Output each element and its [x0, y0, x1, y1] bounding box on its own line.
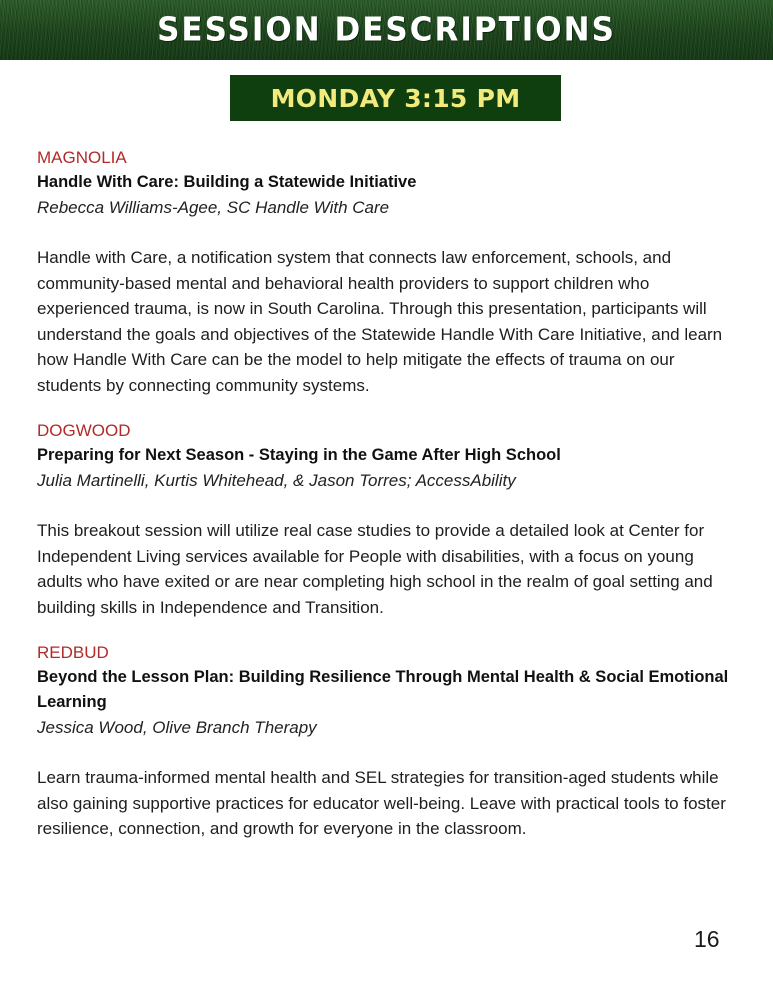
- session-title: Beyond the Lesson Plan: Building Resilience Through Mental Health & Social Emotional Learning: [37, 668, 729, 711]
- session-room: REDBUD: [37, 643, 109, 662]
- session-presenters: Jessica Wood, Olive Branch Therapy: [37, 718, 317, 737]
- session-description: Handle with Care, a notification system that connects law enforcement, schools, and community-based mental and behavioral health providers to support children who experienced trauma, is now in South Carolina. Through this presentation, participants will understand the goals and objectives of the Statewide Handle With Care Initiative, and learn how Handle With Care can be the model to help mitigate the effects of trauma on our students by connecting community systems.: [37, 248, 723, 395]
- session-magnolia: [37, 145, 742, 398]
- session-room: DOGWOOD: [37, 421, 131, 440]
- session-description: This breakout session will utilize real case studies to provide a detailed look at Center for Independent Living services available for People with disabilities, with a focus on young adults who have exited or are near completing high school in the realm of goal setting and building skills in Independence and Transition.: [37, 521, 713, 617]
- session-list: [37, 145, 742, 862]
- time-slot-box: [230, 75, 561, 121]
- session-presenters: Rebecca Williams-Agee, SC Handle With Care: [37, 198, 390, 217]
- session-room: MAGNOLIA: [37, 148, 127, 167]
- session-title: Handle With Care: Building a Statewide Initiative: [37, 173, 417, 191]
- page-title: SESSION DESCRIPTIONS: [157, 11, 616, 49]
- session-presenters: Julia Martinelli, Kurtis Whitehead, & Jason Torres; AccessAbility: [37, 471, 516, 490]
- page-number: 16: [694, 926, 720, 952]
- session-description: Learn trauma-informed mental health and SEL strategies for transition-aged students while also gaining supportive practices for educator well-being. Leave with practical tools to foster resilience, connection, and growth for everyone in the classroom.: [37, 768, 726, 838]
- session-dogwood: [37, 418, 742, 620]
- time-slot-label: MONDAY 3:15 PM: [270, 83, 521, 113]
- header-banner: [0, 0, 773, 60]
- session-title: Preparing for Next Season - Staying in the Game After High School: [37, 446, 561, 464]
- session-redbud: [37, 640, 742, 842]
